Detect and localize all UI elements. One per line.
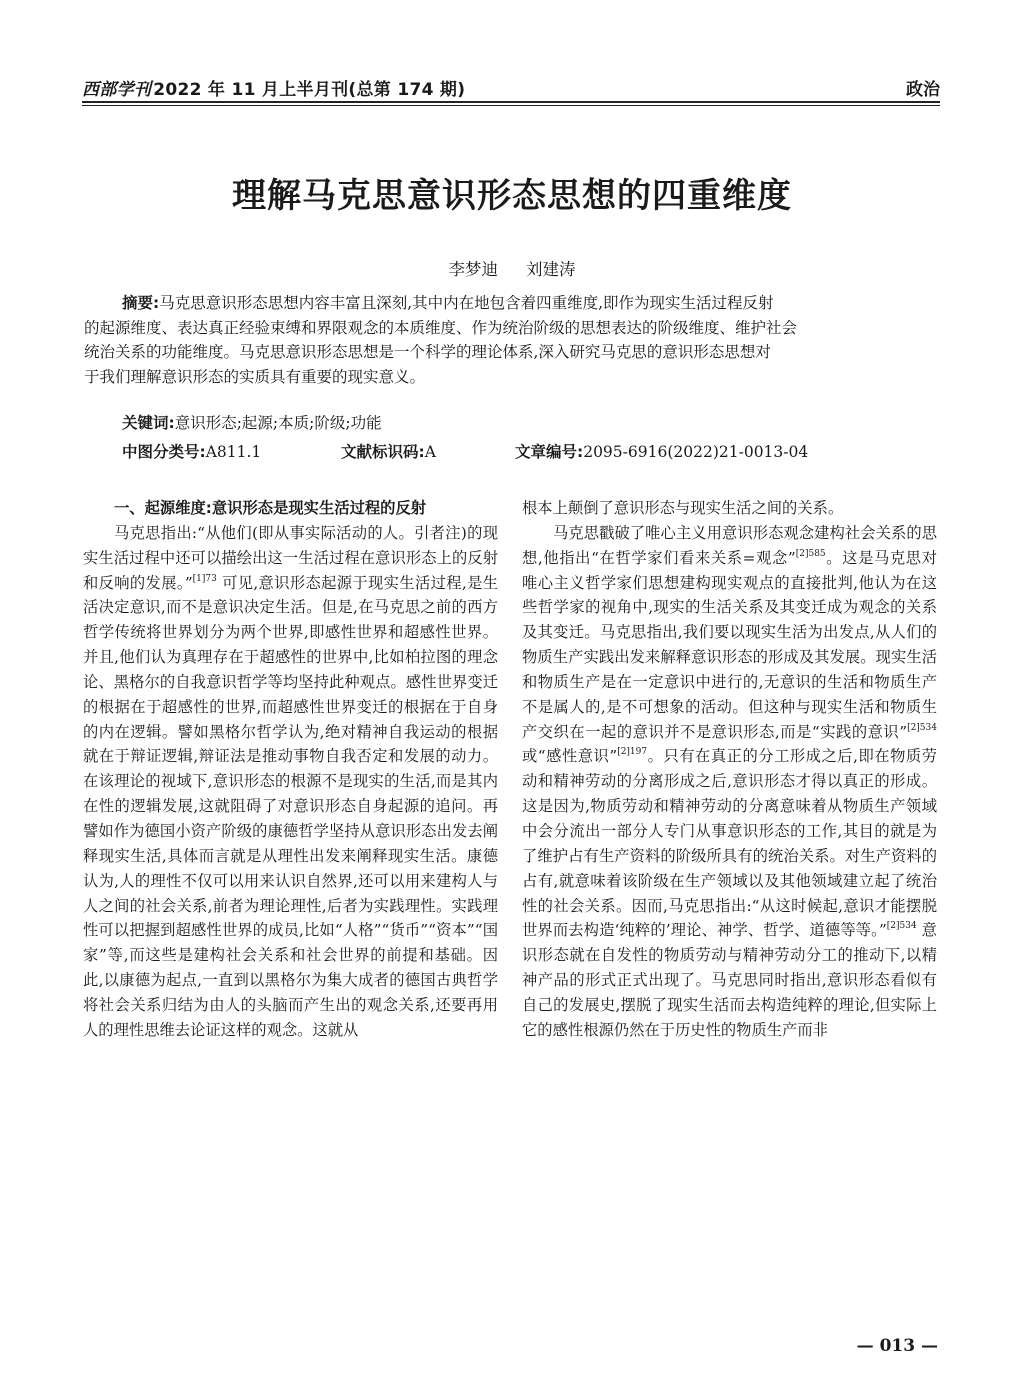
citation: [2]197 xyxy=(617,747,648,758)
keywords-text: 意识形态;起源;本质;阶级;功能 xyxy=(174,414,382,432)
left-column xyxy=(83,496,498,1043)
author-name: 刘建涛 xyxy=(526,260,576,279)
header-rule-thin xyxy=(82,105,940,106)
section-heading: 一、起源维度:意识形态是现实生活过程的反射 xyxy=(114,499,427,517)
citation: [2]534 xyxy=(907,722,937,733)
abstract-line: 摘要:马克思意识形态思想内容丰富且深刻,其中内在地包含着四重维度,即作为现实生活过程反射 xyxy=(122,294,774,312)
abstract-line: 的起源维度、表达真正经验束缚和界限观念的本质维度、作为统治阶级的思想表达的阶级维度、维护社会 xyxy=(84,318,798,337)
abstract xyxy=(84,291,940,389)
author-name: 李梦迪 xyxy=(448,260,498,279)
journal-issue xyxy=(82,75,465,100)
issue-text: 2022 年 11 月上半月刊(总第 174 期) xyxy=(153,80,466,100)
document-code: 文献标识码:A xyxy=(341,443,436,461)
keywords xyxy=(122,411,382,433)
paragraph: 马克思戳破了唯心主义用意识形态观念建构社会关系的思想,他指出“在哲学家们看来关系=观念”$^{[2]585}$。这是马克思对唯心主义哲学家们思想建构现实观点的直接批判,他认为在这些哲学家的视角中,现实的生活关系及其变迁成为观念的关系及其变迁。马克思指出,我们要以现实生活为出发点,从人们的物质生产实践出发来解释意识形态的形成及其发展。现实生活和物质生产是在一定意识中进行的,无意识的生活和物质生产不是属人的,是不可想象的活动。但这种与现实生活和物质生产交织在一起的意识并不是意识形态,而是“实践的意识”$^{[2]534}$ 或“感性意识”$^{[2]197}$。只有在真正的分工形成之后,即在物质劳动和精神劳动的分离形成之后,意识形态才得以真正的形成。这是因为,物质劳动和精神劳动的分离意味着从物质生产领域中会分流出一部分人专门从事意识形态的工作,其目的就是为了维护占有生产资料的阶级所具有的统治关系。对生产资料的占有,就意味着该阶级在生产领域以及其他领域建立起了统治性的社会关系。因而,马克思指出:“从这时候起,意识才能摆脱世界而去构造‘纯粹的’理论、神学、哲学、道德等等。”$^{[2]534}$ 意识形态就在自发性的物质劳动与精神劳动分工的推动下,以精神产品的形式正式出现了。马克思同时指出,意识形态看似有自己的发展史,摆脱了现实生活而去构造纯粹的理论,但实际上它的感性根源仍然在于历史性的物质生产而非 xyxy=(522,523,937,1039)
section-name: 政治 xyxy=(906,80,940,100)
abstract-label: 摘要: xyxy=(122,294,160,312)
citation: [2]534 xyxy=(886,921,917,932)
paragraph: 马克思指出:“从他们(即从事实际活动的人。引者注)的现实生活过程中还可以描绘出这一生活过程在意识形态上的反射和反响的发展。”$^{[1]73}$ 可见,意识形态起源于现实生活过程,是生活决定意识,而不是意识决定生活。但是,在马克思之前的西方哲学传统将世界划分为两个世界,即感性世界和超感性世界。并且,他们认为真理存在于超感性的世界中,比如柏拉图的理念论、黑格尔的自我意识哲学等均坚持此种观点。感性世界变迁的根据在于超感性的世界,而超感性世界变迁的根据在于自身的内在逻辑。譬如黑格尔哲学认为,绝对精神自我运动的根据就在于辩证逻辑,辩证法是推动事物自我否定和发展的动力。在该理论的视域下,意识形态的根源不是现实的生活,而是其内在性的逻辑发展,这就阻碍了对意识形态自身起源的追问。再譬如作为德国小资产阶级的康德哲学坚持从意识形态出发去阐释现实生活,具体而言就是从理性出发来阐释现实生活。康德认为,人的理性不仅可以用来认识自然界,还可以用来建构人与人之间的社会关系,前者为理论理性,后者为实践理性。实践理性可以把握到超感性世界的成员,比如“人格”“货币”“资本”“国家”等,而这些是建构社会关系和社会世界的前提和基础。因此,以康德为起点,一直到以黑格尔为集大成者的德国古典哲学将社会关系归结为由人的头脑而产生出的观念关系,还要再用人的理性思维去论证这样的观念。这就从 xyxy=(83,523,499,1039)
abstract-line: 于我们理解意识形态的实质具有重要的现实意义。 xyxy=(84,367,426,386)
page-number: — 013 — xyxy=(856,1336,938,1356)
citation: [2]585 xyxy=(795,548,826,559)
running-header xyxy=(82,73,940,101)
journal-logo: 西部学刊 xyxy=(82,80,152,100)
abstract-line: 统治关系的功能维度。马克思意识形态思想是一个科学的理论体系,深入研究马克思的意识形态思想对 xyxy=(84,343,771,362)
paragraph: 根本上颠倒了意识形态与现实生活之间的关系。 xyxy=(522,499,844,517)
keywords-label: 关键词: xyxy=(122,414,175,432)
article-id: 文章编号:2095-6916(2022)21-0013-04 xyxy=(515,443,809,461)
citation: [1]73 xyxy=(192,573,217,584)
header-rule xyxy=(82,101,940,103)
author-list xyxy=(0,256,1024,280)
article-title: 理解马克思意识形态思想的四重维度 xyxy=(232,176,792,216)
right-column xyxy=(522,496,937,1043)
clc-number: 中图分类号:A811.1 xyxy=(122,443,262,461)
